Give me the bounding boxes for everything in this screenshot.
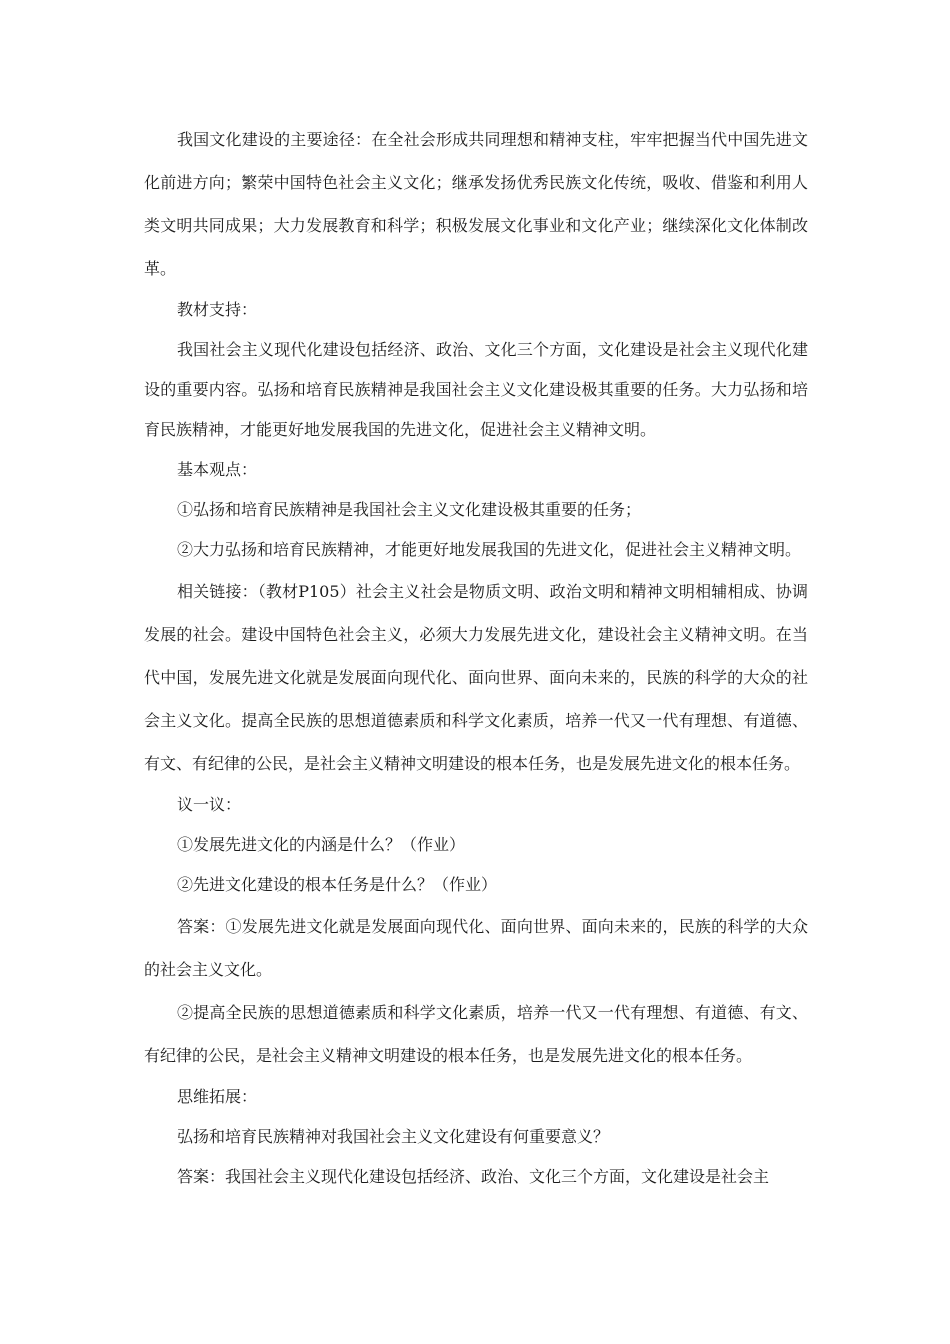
paragraph-basic-view-1: ①弘扬和培育民族精神是我国社会主义文化建设极其重要的任务； — [177, 500, 642, 519]
paragraph-culture-routes: 我国文化建设的主要途径：在全社会形成共同理想和精神支柱，牢牢把握当代中国先进文化前进方向；繁荣中国特色社会主义文化；继承发扬优秀民族文化传统，吸收、借鉴和利用人类文明共同成果；大力发展教育和科学；积极发展文化事业和文化产业；继续深化文化体制改革。 — [144, 130, 808, 278]
paragraph-basic-view-2: ②大力弘扬和培育民族精神，才能更好地发展我国的先进文化，促进社会主义精神文明。 — [177, 540, 802, 559]
document-body — [144, 118, 808, 1197]
answer-2: ②提高全民族的思想道德素质和科学文化素质，培养一代又一代有理想、有道德、有文、有纪律的公民，是社会主义精神文明建设的根本任务，也是发展先进文化的根本任务。 — [144, 1003, 808, 1065]
heading-basic-views: 基本观点： — [177, 460, 258, 479]
question-2: ②先进文化建设的根本任务是什么？（作业） — [177, 875, 498, 894]
answer-extension: 答案：我国社会主义现代化建设包括经济、政治、文化三个方面，文化建设是社会主 — [177, 1167, 770, 1186]
heading-thinking-extension: 思维拓展： — [177, 1087, 258, 1106]
paragraph-related-links: 相关链接：（教材P105）社会主义社会是物质文明、政治文明和精神文明相辅相成、协调发展的社会。建设中国特色社会主义，必须大力发展先进文化，建设社会主义精神文明。在当代中国，发展先进文化就是发展面向现代化、面向世界、面向未来的，民族的科学的大众的社会主义文化。提高全民族的思想道德素质和科学文化素质，培养一代又一代有理想、有道德、有文、有纪律的公民，是社会主义精神文明建设的根本任务，也是发展先进文化的根本任务。 — [144, 582, 808, 773]
question-1: ①发展先进文化的内涵是什么？（作业） — [177, 835, 466, 854]
answer-1: 答案：①发展先进文化就是发展面向现代化、面向世界、面向未来的，民族的科学的大众的社会主义文化。 — [144, 917, 808, 979]
question-extension: 弘扬和培育民族精神对我国社会主义文化建设有何重要意义？ — [177, 1127, 610, 1146]
heading-discuss: 议一议： — [177, 795, 242, 814]
heading-textbook-support: 教材支持： — [177, 300, 258, 319]
paragraph-textbook-support: 我国社会主义现代化建设包括经济、政治、文化三个方面，文化建设是社会主义现代化建设的重要内容。弘扬和培育民族精神是我国社会主义文化建设极其重要的任务。大力弘扬和培育民族精神，才能更好地发展我国的先进文化，促进社会主义精神文明。 — [144, 340, 808, 439]
